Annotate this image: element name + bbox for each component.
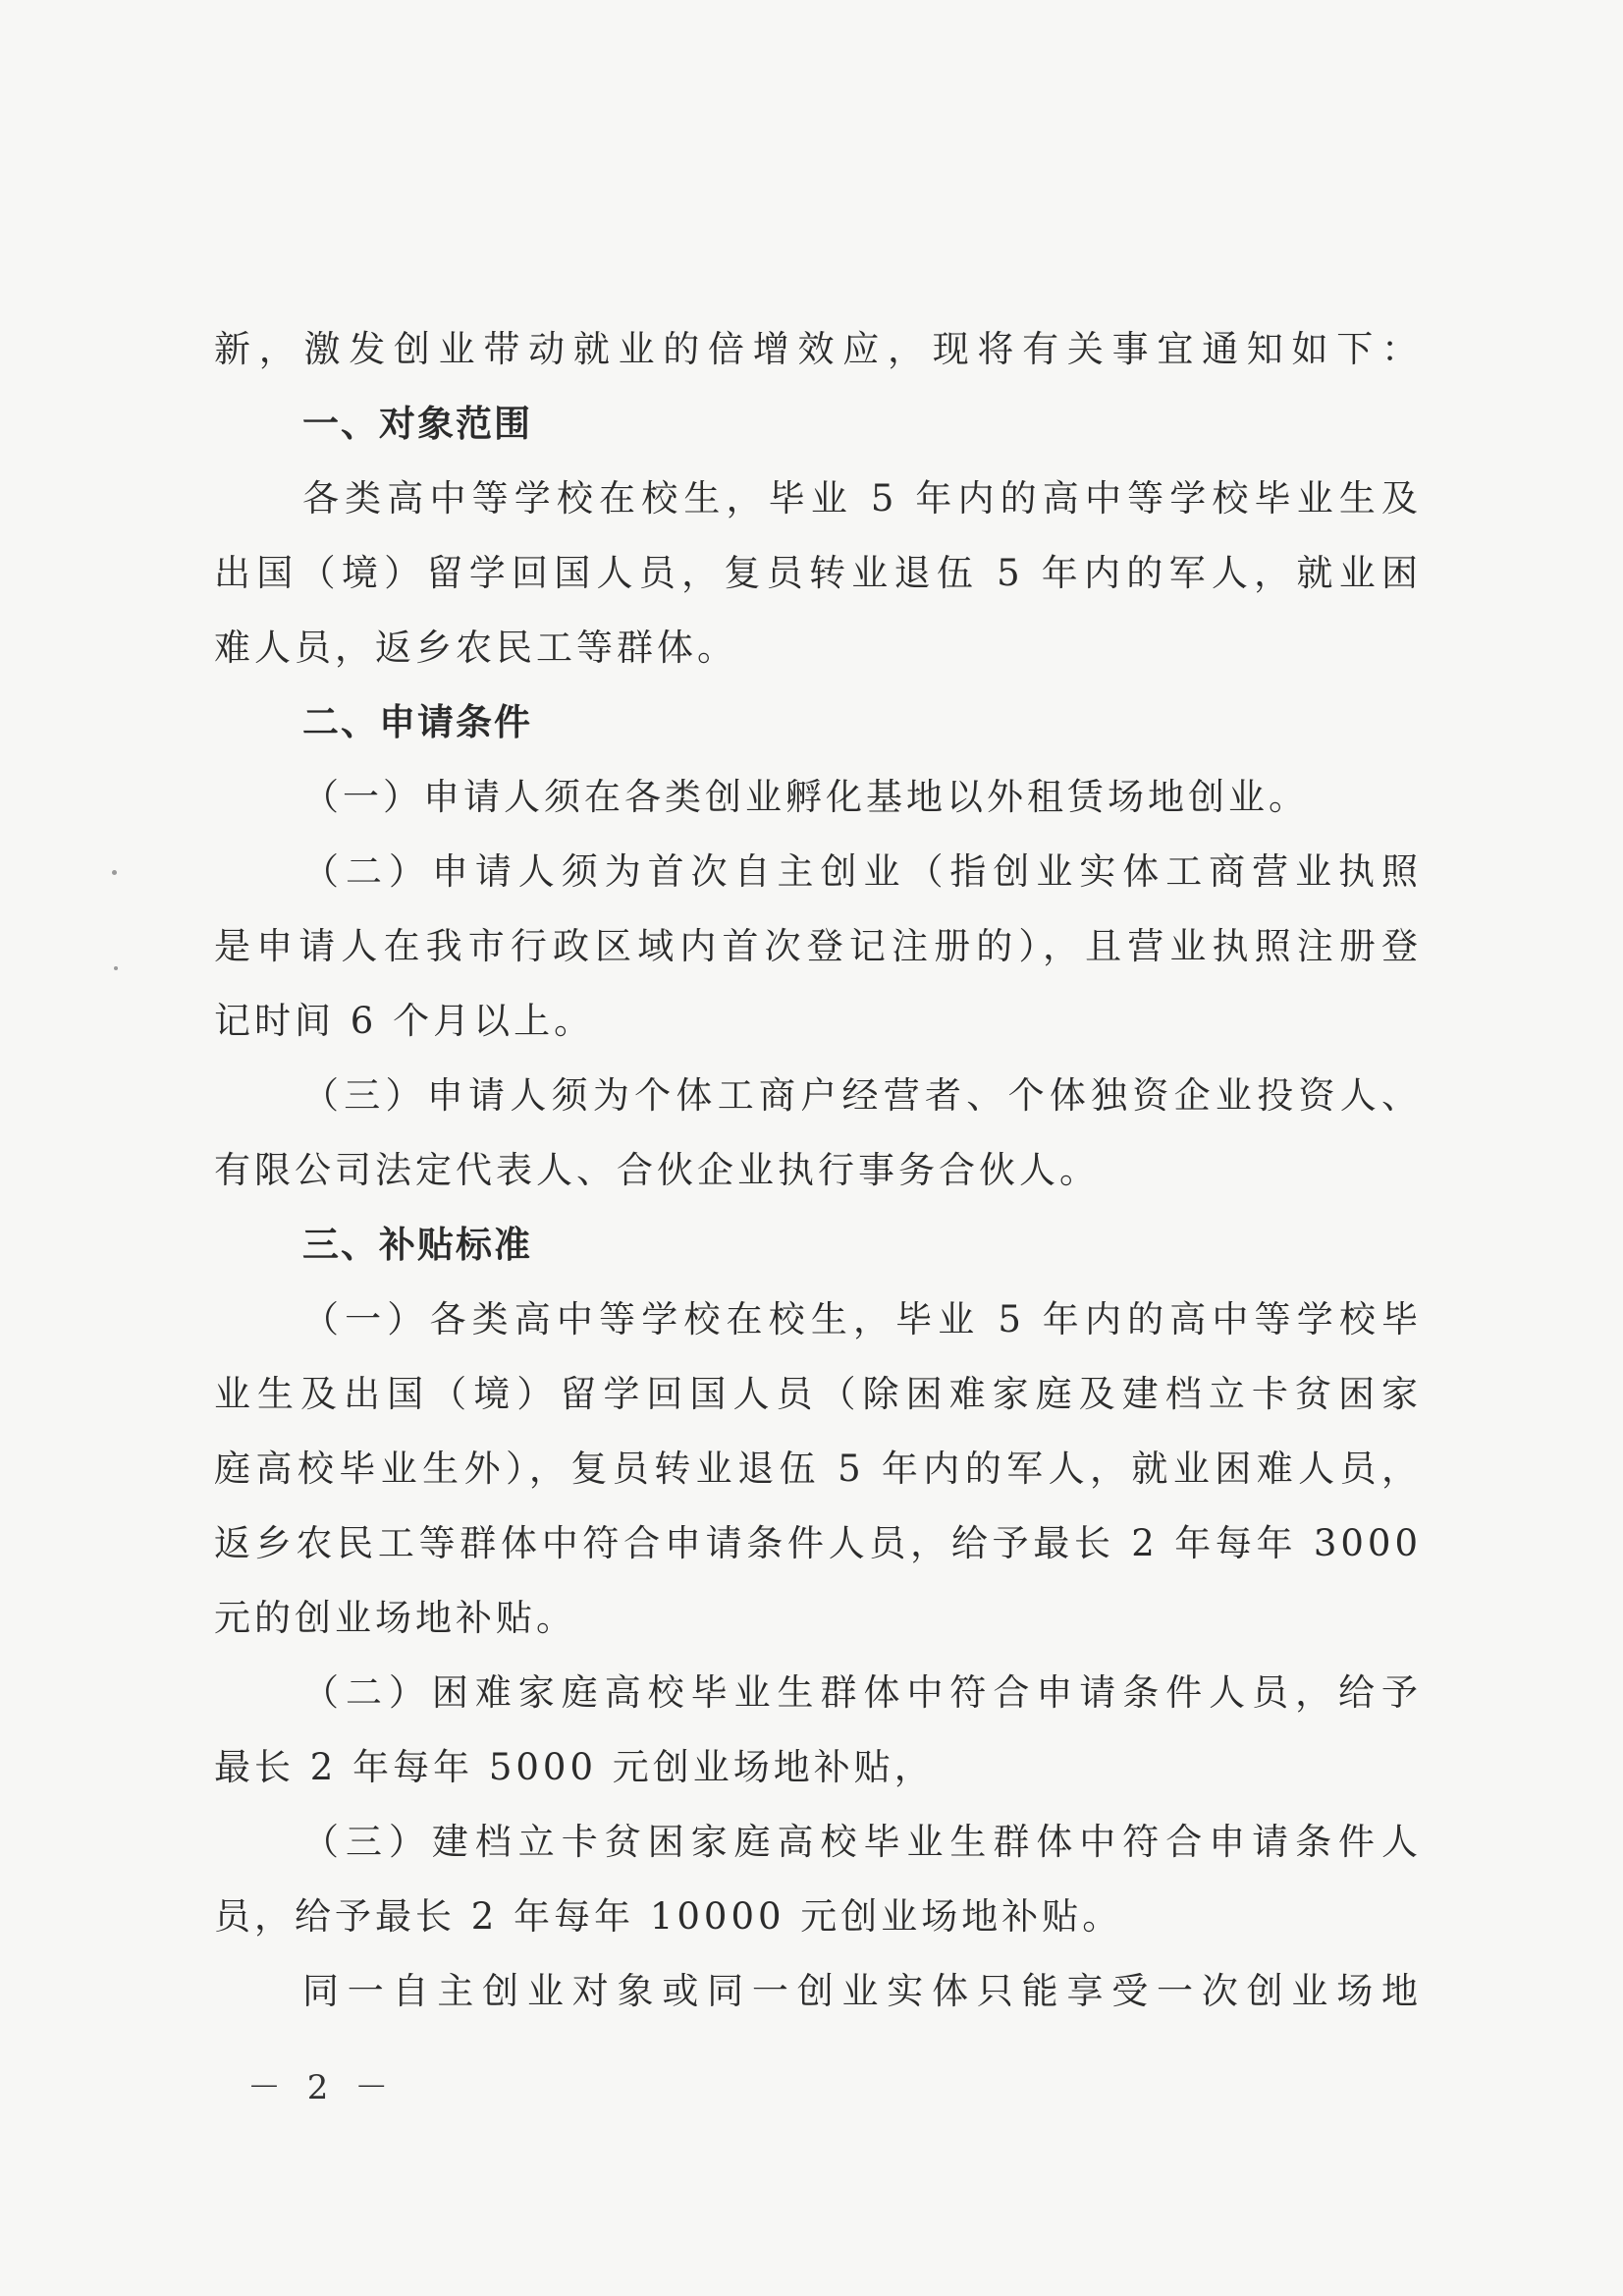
- paragraph-line: 庭高校毕业生外），复员转业退伍 5 年内的军人，就业困难人员，: [214, 1448, 1422, 1490]
- section-heading: 三、补贴标准: [302, 1224, 532, 1266]
- paragraph-line: 最长 2 年每年 5000 元创业场地补贴，: [214, 1746, 935, 1788]
- paragraph-line: 同一自主创业对象或同一创业实体只能享受一次创业场地: [302, 1970, 1422, 2012]
- paragraph-line: （三）申请人须为个体工商户经营者、个体独资企业投资人、: [302, 1074, 1422, 1117]
- paragraph-line: 出国（境）留学回国人员，复员转业退伍 5 年内的军人，就业困: [214, 552, 1422, 594]
- section-heading: 一、对象范围: [302, 403, 532, 445]
- section-heading: 二、申请条件: [302, 701, 532, 743]
- scan-mark: [112, 870, 117, 875]
- paragraph-line: 元的创业场地补贴。: [214, 1597, 576, 1639]
- paragraph-line: 新，激发创业带动就业的倍增效应，现将有关事宜通知如下：: [214, 328, 1422, 370]
- document-body: [214, 312, 1422, 2029]
- paragraph-line: 返乡农民工等群体中符合申请条件人员，给予最长 2 年每年 3000: [214, 1522, 1422, 1564]
- paragraph-line: （三）建档立卡贫困家庭高校毕业生群体中符合申请条件人: [302, 1821, 1422, 1863]
- page-number: － 2 －: [247, 2068, 397, 2107]
- paragraph-line: 各类高中等学校在校生，毕业 5 年内的高中等学校毕业生及: [302, 477, 1422, 519]
- paragraph-line: 有限公司法定代表人、合伙企业执行事务合伙人。: [214, 1149, 1100, 1191]
- paragraph-line: 记时间 6 个月以上。: [214, 1000, 595, 1042]
- paragraph-line: （二）申请人须为首次自主创业（指创业实体工商营业执照: [302, 850, 1422, 893]
- paragraph-line: 是申请人在我市行政区域内首次登记注册的），且营业执照注册登: [214, 925, 1422, 967]
- paragraph-line: 业生及出国（境）留学回国人员（除困难家庭及建档立卡贫困家: [214, 1373, 1422, 1415]
- paragraph-line: （一）申请人须在各类创业孵化基地以外租赁场地创业。: [302, 776, 1309, 818]
- paragraph-line: 难人员，返乡农民工等群体。: [214, 627, 737, 669]
- scan-mark: [114, 966, 118, 970]
- paragraph-line: （一）各类高中等学校在校生，毕业 5 年内的高中等学校毕: [302, 1298, 1422, 1340]
- paragraph-line: （二）困难家庭高校毕业生群体中符合申请条件人员，给予: [302, 1671, 1422, 1714]
- paragraph-line: 员，给予最长 2 年每年 10000 元创业场地补贴。: [214, 1895, 1123, 1938]
